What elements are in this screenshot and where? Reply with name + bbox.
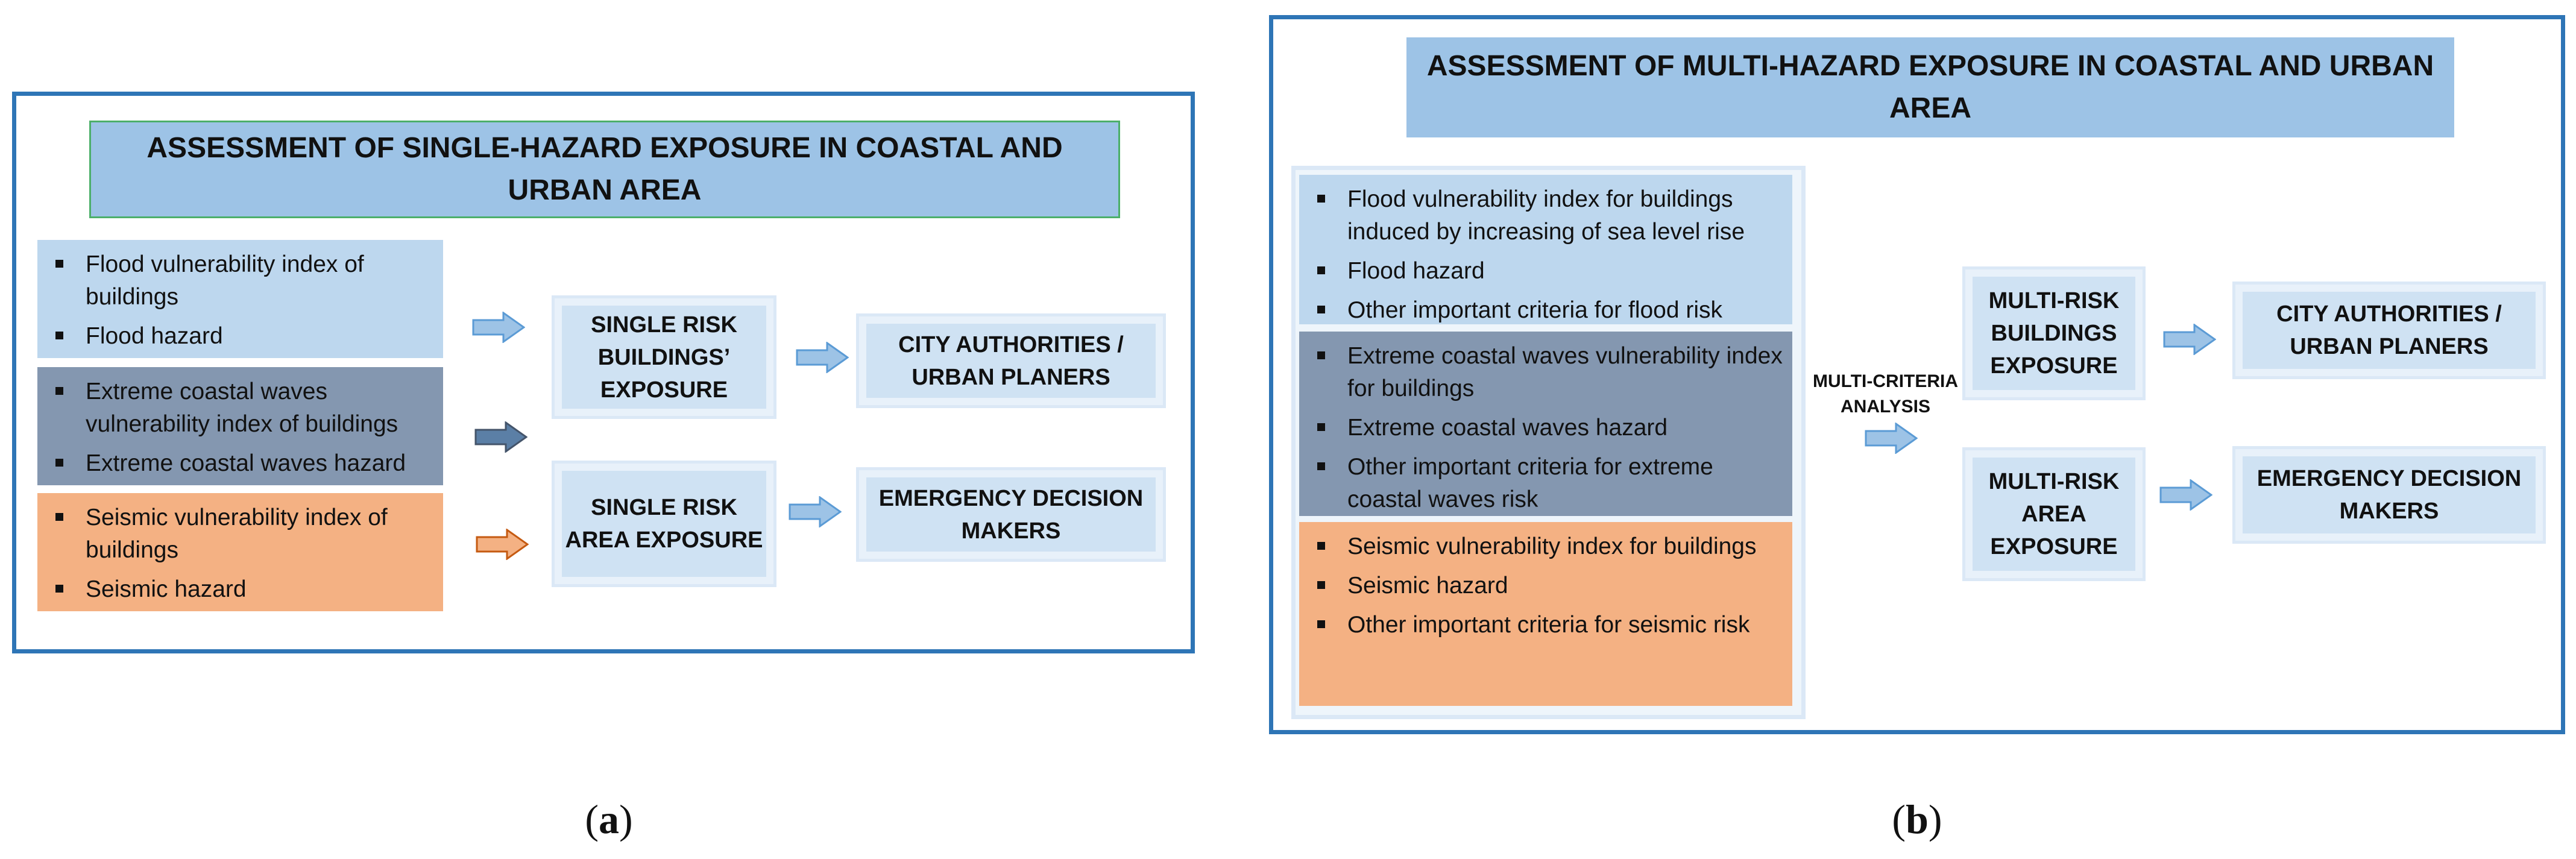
list-item: Extreme coastal waves vulnerability index of buildings [42,376,433,441]
box-label: CITY AUTHORITIES / URBAN PLANERS [2243,292,2536,369]
panel-b-emergency-box [2232,446,2546,544]
list-item: Seismic hazard [1304,570,1783,602]
box-label: SINGLE RISK AREA EXPOSURE [562,471,766,577]
panel-b-buildings-box [1962,266,2146,400]
list-item: Other important criteria for flood risk [1304,294,1783,327]
analysis-label: MULTI-CRITERIA ANALYSIS [1812,371,1959,417]
arrow-right-icon [474,421,527,453]
arrow-right-icon [796,342,849,373]
arrow-right-icon [476,529,529,560]
arrow-right-icon [789,496,842,527]
list-item: Flood hazard [1304,255,1783,288]
panel-b-wave-block [1299,332,1792,516]
box-label: EMERGENCY DECISION MAKERS [2243,456,2536,533]
panel-a-wave-block [37,367,443,485]
arrow-right-icon [2159,479,2212,511]
panel-a-title: ASSESSMENT OF SINGLE-HAZARD EXPOSURE IN COASTAL AND URBAN AREA [89,121,1120,218]
panel-b-title: ASSESSMENT OF MULTI-HAZARD EXPOSURE IN COASTAL AND URBAN AREA [1406,37,2454,137]
list-item: Seismic vulnerability index for buildings [1304,530,1783,563]
box-label: MULTI-RISK AREA EXPOSURE [1973,458,2135,571]
list-item: Flood vulnerability index for buildings induced by increasing of sea level rise [1304,183,1783,248]
list-item: Flood hazard [42,320,433,353]
list-item: Extreme coastal waves hazard [42,447,433,480]
caption-a: (a) [585,796,633,842]
list-item: Extreme coastal waves vulnerability index for buildings [1304,340,1783,405]
list-item: Other important criteria for seismic risk [1304,609,1783,641]
arrow-right-icon [2163,324,2216,355]
panel-b-area-box [1962,447,2146,581]
list-item: Other important criteria for extreme coastal waves risk [1304,451,1783,516]
panel-b-authorities-box [2232,282,2546,379]
box-label: CITY AUTHORITIES / URBAN PLANERS [866,324,1156,398]
arrow-right-icon [472,312,525,343]
panel-a-seismic-block [37,493,443,611]
panel-a-buildings-box [552,295,776,419]
list-item: Flood vulnerability index of buildings [42,248,433,313]
list-item: Seismic vulnerability index of buildings [42,502,433,567]
arrow-right-icon [1865,423,1918,454]
panel-a-flood-block [37,240,443,358]
panel-b-flood-block [1299,175,1792,324]
list-item: Extreme coastal waves hazard [1304,412,1783,444]
panel-a-authorities-box [856,313,1166,408]
panel-b-seismic-block [1299,522,1792,706]
box-label: MULTI-RISK BUILDINGS EXPOSURE [1973,277,2135,390]
caption-b: (b) [1892,796,1942,842]
box-label: EMERGENCY DECISION MAKERS [866,477,1156,552]
panel-a-area-box [552,461,776,587]
panel-a-emergency-box [856,467,1166,562]
list-item: Seismic hazard [42,573,433,606]
box-label: SINGLE RISK BUILDINGS’ EXPOSURE [562,306,766,409]
